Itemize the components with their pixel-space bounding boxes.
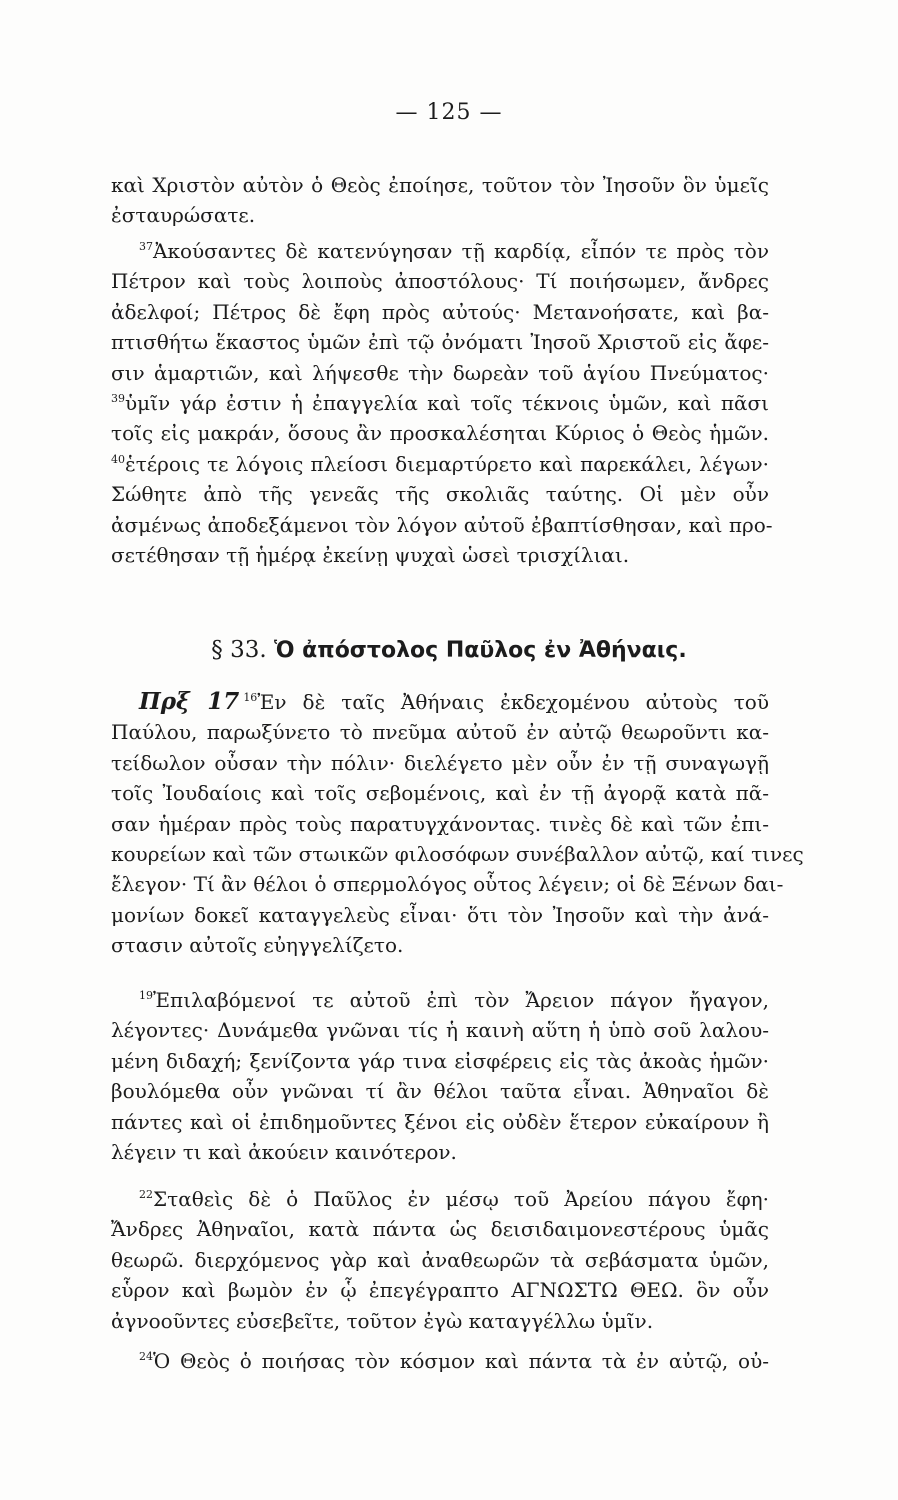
text-line: μονίων δοκεῖ καταγγελεὺς εἶναι· ὅτι τὸν Ἰησοῦν καὶ τὴν ἀνά- (111, 902, 769, 927)
verse-number: 37 (139, 240, 153, 253)
verse-number: 16 (243, 691, 258, 704)
paragraph-acts-17-16-18 (111, 687, 804, 961)
text-line: Πρξ 17 $^{16}$Ἐν δὲ ταῖς Ἀθήναις ἐκδεχομένου αὐτοὺς τοῦ (139, 688, 769, 715)
text-line: Σώθητε ἀπὸ τῆς γενεᾶς τῆς σκολιᾶς ταύτης. Οἱ μὲν οὖν (111, 482, 769, 507)
page-number: — 125 — (395, 100, 503, 125)
text-line: Ἄνδρες Ἀθηναῖοι, κατὰ πάντα ὡς δεισιδαιμονεστέρους ὑμᾶς (111, 1217, 769, 1242)
text-line: λέγειν τι καὶ ἀκούειν καινότερον. (111, 1140, 457, 1165)
text-line: καὶ Χριστὸν αὐτὸν ὁ Θεὸς ἐποίησε, τοῦτον τὸν Ἰησοῦν ὃν ὑμεῖς (111, 173, 769, 197)
scripture-reference: Πρξ 17 (139, 688, 240, 715)
text-line: κουρείων καὶ τῶν στωικῶν φιλοσόφων συνέβαλλον αὐτῷ, καί τινες (111, 842, 804, 867)
text-line: πάντες καὶ οἱ ἐπιδημοῦντες ξένοι εἰς οὐδὲν ἕτερον εὐκαίρουν ἢ (111, 1109, 769, 1134)
text-line: ἀδελφοί; Πέτρος δὲ ἔφη πρὸς αὐτούς· Μετανοήσατε, καὶ βα- (111, 299, 769, 324)
verse-number: 39 (111, 392, 125, 406)
text-line: μένη διδαχή; ξενίζοντα γάρ τινα εἰσφέρεις εἰς τὰς ἀκοὰς ἡμῶν· (111, 1048, 769, 1073)
text-line: ἀγνοοῦντες εὐσεβεῖτε, τοῦτον ἐγὼ καταγγέλλω ὑμῖν. (111, 1308, 654, 1333)
section-title: Ὁ ἀπόστολος Παῦλος ἐν Ἀθήναις. (273, 638, 687, 663)
text-line: τοῖς Ἰουδαίοις καὶ τοῖς σεβομένοις, καὶ ἐν τῇ ἀγορᾷ κατὰ πᾶ- (111, 781, 769, 806)
text-line: ἐσταυρώσατε. (111, 203, 256, 228)
text-line: ἀσμένως ἀποδεξάμενοι τὸν λόγον αὐτοῦ ἐβαπτίσθησαν, καὶ προ- (111, 512, 773, 537)
text-line: $^{39}$ὑμῖν γάρ ἐστιν ἡ ἐπαγγελία καὶ τοῖς τέκνοις ὑμῶν, καὶ πᾶσι (111, 391, 769, 416)
text-line: $^{37}$Ἀκούσαντες δὲ κατενύγησαν τῇ καρδίᾳ, εἶπόν τε πρὸς τὸν (139, 239, 769, 263)
verse-number: 40 (111, 452, 125, 466)
text-line: $^{40}$ἑτέροις τε λόγοις πλείοσι διεμαρτύρετο καὶ παρεκάλει, λέγων· (111, 451, 769, 476)
verse-number: 22 (139, 1188, 153, 1201)
verse-number: 19 (139, 989, 153, 1002)
text-line: $^{19}$Ἐπιλαβόμενοί τε αὐτοῦ ἐπὶ τὸν Ἄρειον πάγον ἤγαγον, (139, 988, 769, 1012)
paragraph-acts-17-24 (111, 1346, 769, 1376)
text-line: τοῖς εἰς μακράν, ὅσους ἂν προσκαλέσηται Κύριος ὁ Θεὸς ἡμῶν. (111, 421, 769, 446)
text-line: στασιν αὐτοῖς εὐηγγελίζετο. (111, 933, 404, 958)
text-line: εὗρον καὶ βωμὸν ἐν ᾧ ἐπεγέγραπτο ΑΓΝΩΣΤΩ ΘΕΩ. ὃν οὖν (111, 1278, 769, 1303)
paragraph-acts-2-37-41 (111, 236, 773, 570)
text-line: βουλόμεθα οὖν γνῶναι τί ἂν θέλοι ταῦτα εἶναι. Ἀθηναῖοι δὲ (111, 1079, 769, 1104)
text-line: σαν ἡμέραν πρὸς τοὺς παρατυγχάνοντας. τινὲς δὲ καὶ τῶν ἐπι- (111, 811, 769, 836)
paragraph-acts-2-36-end (111, 170, 769, 231)
text-line: τείδωλον οὖσαν τὴν πόλιν· διελέγετο μὲν οὖν ἐν τῇ συναγωγῇ (111, 750, 769, 775)
text-line: σετέθησαν τῇ ἡμέρᾳ ἐκείνῃ ψυχαὶ ὡσεὶ τρισχίλιαι. (111, 543, 630, 568)
section-heading (0, 633, 898, 668)
section-number: § 33. (211, 637, 267, 663)
verse-number: 24 (139, 1350, 153, 1363)
text-line: ἔλεγον· Τί ἂν θέλοι ὁ σπερμολόγος οὗτος λέγειν; οἱ δὲ Ξένων δαι- (111, 872, 784, 897)
text-line: πτισθήτω ἕκαστος ὑμῶν ἐπὶ τῷ ὀνόματι Ἰησοῦ Χριστοῦ εἰς ἄφε- (111, 330, 769, 355)
text-line: θεωρῶ. διερχόμενος γὰρ καὶ ἀναθεωρῶν τὰ σεβάσματα ὑμῶν, (111, 1247, 769, 1272)
text-line: λέγοντες· Δυνάμεθα γνῶναι τίς ἡ καινὴ αὕτη ἡ ὑπὸ σοῦ λαλου- (111, 1018, 769, 1043)
paragraph-acts-17-22-23 (111, 1184, 769, 1336)
text-line: Παύλου, παρωξύνετο τὸ πνεῦμα αὐτοῦ ἐν αὐτῷ θεωροῦντι κα- (111, 720, 769, 745)
text-line: $^{24}$Ὁ Θεὸς ὁ ποιήσας τὸν κόσμον καὶ πάντα τὰ ἐν αὐτῷ, οὐ- (139, 1349, 769, 1373)
text-line: $^{22}$Σταθεὶς δὲ ὁ Παῦλος ἐν μέσῳ τοῦ Ἀρείου πάγου ἔφη· (139, 1187, 769, 1211)
paragraph-acts-17-19-21 (111, 985, 769, 1167)
text-line: σιν ἁμαρτιῶν, καὶ λήψεσθε τὴν δωρεὰν τοῦ ἁγίου Πνεύματος· (111, 360, 769, 385)
text-line: Πέτρον καὶ τοὺς λοιποὺς ἀποστόλους· Τί ποιήσωμεν, ἄνδρες (111, 269, 769, 294)
